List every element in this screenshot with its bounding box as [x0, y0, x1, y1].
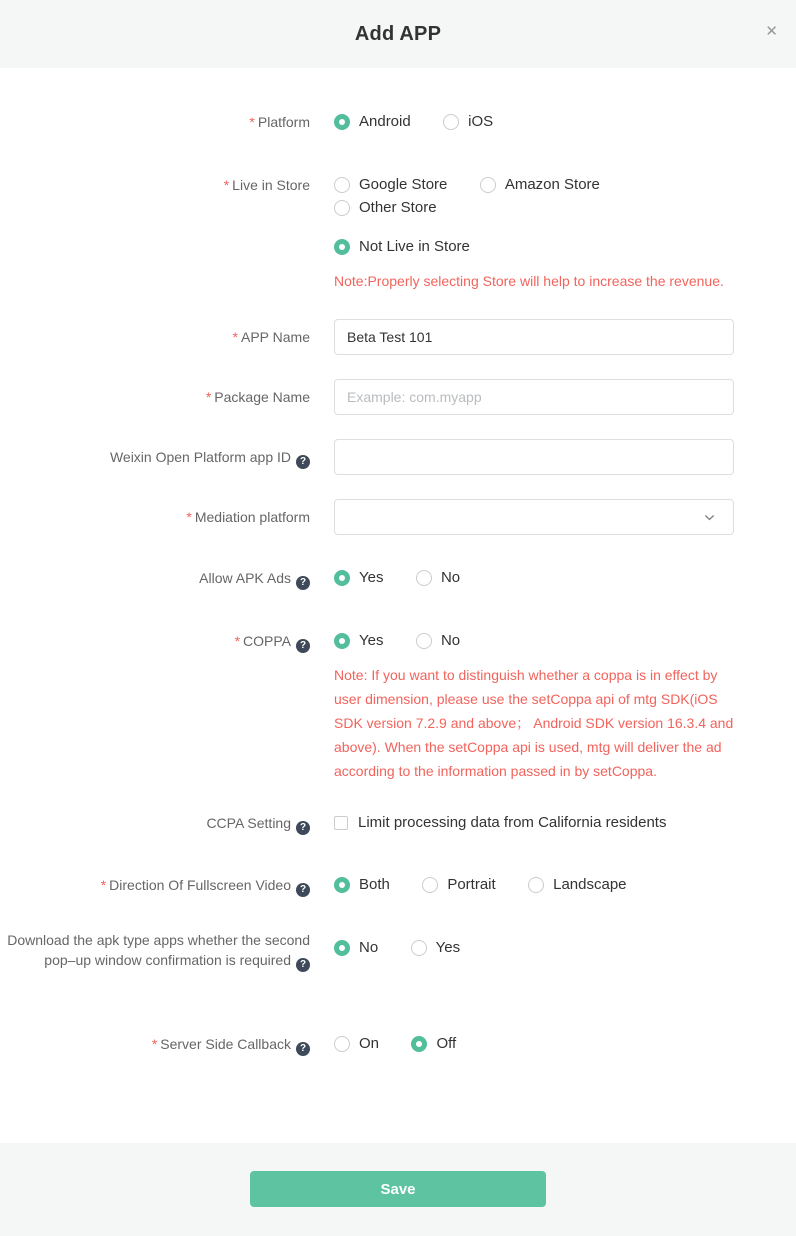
required-marker: *	[249, 114, 255, 130]
radio-direction-portrait[interactable]: Portrait	[422, 875, 495, 895]
radio-unselected-icon	[443, 114, 459, 130]
radio-selected-icon	[334, 633, 350, 649]
platform-label: * Platform	[249, 114, 310, 130]
coppa-label: * COPPA ?	[0, 631, 334, 783]
help-icon[interactable]: ?	[296, 455, 310, 469]
required-marker: *	[100, 877, 107, 893]
allow-apk-ads-options	[334, 568, 734, 591]
radio-unselected-icon	[528, 877, 544, 893]
ccpa-setting-label: CCPA Setting ?	[0, 813, 334, 835]
direction-options	[334, 875, 734, 898]
required-marker: *	[186, 509, 192, 525]
required-marker: *	[205, 389, 212, 405]
radio-selected-icon	[334, 570, 350, 586]
row-weixin-app-id	[0, 439, 796, 475]
live-in-store-label: * Live in Store	[223, 177, 310, 193]
radio-unselected-icon	[416, 570, 432, 586]
radio-unselected-icon	[416, 633, 432, 649]
checkbox-unchecked-icon	[334, 816, 348, 830]
row-app-name	[0, 319, 796, 355]
row-mediation-platform	[0, 499, 796, 535]
package-name-input[interactable]	[334, 379, 734, 415]
mediation-platform-label: * Mediation platform	[186, 509, 310, 525]
row-direction-fullscreen-video	[0, 875, 796, 898]
row-server-side-callback	[0, 1034, 796, 1057]
platform-options	[334, 112, 734, 135]
radio-platform-ios[interactable]: iOS	[443, 112, 493, 132]
row-package-name	[0, 379, 796, 415]
app-name-input[interactable]	[334, 319, 734, 355]
radio-amazon-store[interactable]: Amazon Store	[480, 175, 600, 195]
radio-coppa-yes[interactable]: Yes	[334, 631, 383, 651]
radio-direction-landscape[interactable]: Landscape	[528, 875, 626, 895]
radio-not-live-in-store[interactable]: Not Live in Store	[334, 237, 470, 257]
radio-unselected-icon	[334, 1036, 350, 1052]
radio-google-store[interactable]: Google Store	[334, 175, 447, 195]
direction-label: * Direction Of Fullscreen Video ?	[0, 875, 334, 898]
help-icon[interactable]: ?	[296, 821, 310, 835]
required-marker: *	[151, 1036, 158, 1052]
required-marker: *	[232, 329, 238, 345]
row-download-confirmation	[0, 930, 796, 972]
radio-coppa-no[interactable]: No	[416, 631, 460, 651]
coppa-note: Note: If you want to distinguish whether a coppa is in effect by user dimension, please use the setCoppa api of mtg SDK(iOS SDK version 7.2.9 and above； Android SDK version 16.3.4 and above). When the setCoppa api is used, mtg will deliver the ad according to the information passed in by setCoppa.	[334, 667, 734, 779]
help-icon[interactable]: ?	[296, 883, 310, 897]
radio-unselected-icon	[422, 877, 438, 893]
radio-apk-ads-no[interactable]: No	[416, 568, 460, 588]
radio-download-no[interactable]: No	[334, 938, 378, 958]
radio-other-store[interactable]: Other Store	[334, 198, 437, 218]
row-platform	[0, 112, 796, 135]
close-icon[interactable]: ✕	[765, 23, 778, 40]
allow-apk-ads-label: Allow APK Ads ?	[0, 568, 334, 591]
radio-selected-icon	[334, 877, 350, 893]
live-in-store-options	[334, 175, 734, 293]
help-icon[interactable]: ?	[296, 639, 310, 653]
chevron-down-icon	[704, 512, 715, 523]
app-name-label: * APP Name	[232, 329, 310, 345]
row-allow-apk-ads	[0, 568, 796, 591]
radio-unselected-icon	[334, 200, 350, 216]
radio-unselected-icon	[334, 177, 350, 193]
weixin-app-id-input[interactable]	[334, 439, 734, 475]
help-icon[interactable]: ?	[296, 576, 310, 590]
radio-selected-icon	[334, 940, 350, 956]
row-coppa	[0, 631, 796, 783]
row-ccpa-setting	[0, 813, 796, 835]
radio-apk-ads-yes[interactable]: Yes	[334, 568, 383, 588]
radio-download-yes[interactable]: Yes	[411, 938, 460, 958]
weixin-app-id-label: Weixin Open Platform app ID ?	[0, 439, 334, 475]
live-in-store-note: Note:Properly selecting Store will help to increase the revenue.	[334, 273, 724, 289]
modal-title: Add APP	[354, 22, 442, 45]
required-marker: *	[234, 633, 241, 649]
add-app-form	[0, 68, 796, 1057]
radio-unselected-icon	[480, 177, 496, 193]
mediation-platform-select[interactable]	[334, 499, 734, 535]
server-side-callback-options	[334, 1034, 734, 1057]
server-side-callback-label: * Server Side Callback ?	[0, 1034, 334, 1057]
radio-platform-android[interactable]: Android	[334, 112, 411, 132]
save-button[interactable]: Save	[250, 1171, 546, 1207]
modal-header	[0, 0, 796, 68]
modal-footer	[0, 1143, 796, 1236]
radio-unselected-icon	[411, 940, 427, 956]
radio-callback-on[interactable]: On	[334, 1034, 379, 1054]
radio-direction-both[interactable]: Both	[334, 875, 390, 895]
help-icon[interactable]: ?	[296, 1042, 310, 1056]
radio-selected-icon	[334, 239, 350, 255]
row-live-in-store	[0, 175, 796, 293]
ccpa-checkbox[interactable]: Limit processing data from California residents	[334, 813, 666, 833]
download-confirmation-label: Download the apk type apps whether the second pop–up window confirmation is required ?	[7, 932, 310, 970]
download-confirmation-options	[334, 930, 734, 972]
package-name-label: * Package Name	[205, 389, 310, 405]
radio-selected-icon	[411, 1036, 427, 1052]
help-icon[interactable]: ?	[296, 958, 310, 972]
radio-callback-off[interactable]: Off	[411, 1034, 456, 1054]
radio-selected-icon	[334, 114, 350, 130]
coppa-options	[334, 631, 734, 783]
required-marker: *	[223, 177, 230, 193]
